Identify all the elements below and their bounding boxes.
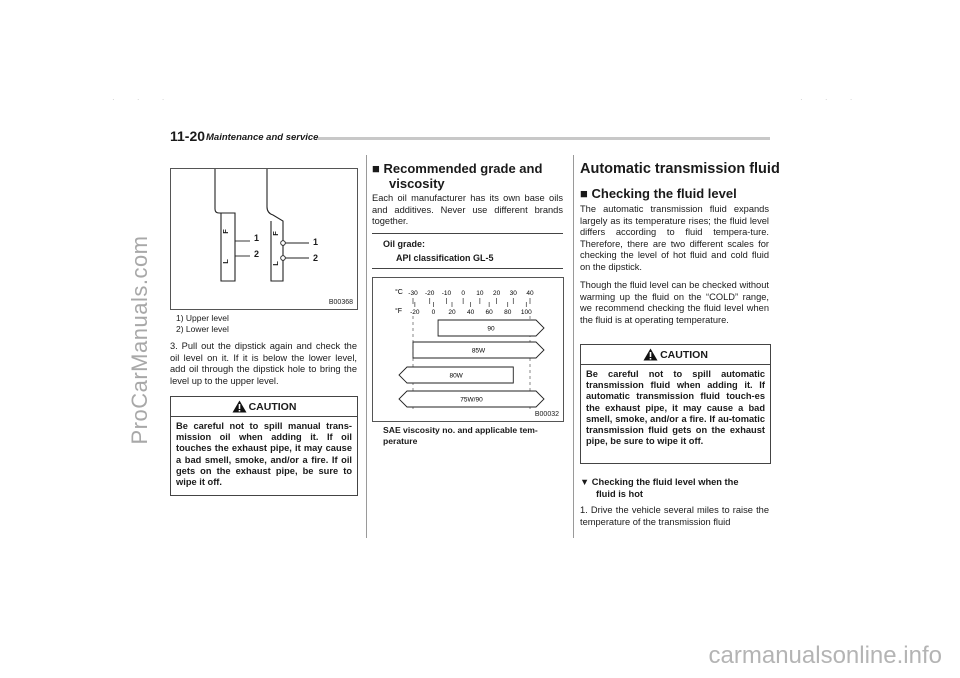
- celsius-tick-label: 0: [461, 290, 465, 297]
- atf-paragraph-1: The automatic transmission fluid expands largely as its temperature rises; the fluid level differs according to fluid tempera-ture. Therefore, there are two different scales for checking the level of hot fluid and cold fluid on the dipstick.: [580, 204, 769, 272]
- page-number: 11-20: [170, 128, 206, 144]
- chart-caption: SAE viscosity no. and applicable tem-perature: [383, 425, 538, 446]
- legend-item-lower: 2) Lower level: [176, 324, 229, 334]
- celsius-tick-label: 30: [509, 290, 517, 297]
- celsius-unit-label: °C: [395, 289, 403, 296]
- left-callout-2: 2: [254, 249, 260, 259]
- column-divider-1: [366, 155, 367, 538]
- celsius-tick-label: -30: [408, 290, 418, 297]
- fahrenheit-tick-label: 100: [520, 309, 532, 316]
- step-3-text: 3. Pull out the dipstick again and check the oil level on it. If it is below the lower level, add oil through the dipstick hole to bring the level up to the upper level.: [170, 341, 357, 386]
- viscosity-band-label: 85W: [471, 347, 486, 355]
- right-callout-2: 2: [313, 253, 319, 263]
- fahrenheit-tick-label: 20: [448, 309, 456, 316]
- heading-square-icon: ■: [372, 161, 380, 176]
- caution-header: [171, 397, 357, 417]
- corner-dots-left: · · ·: [112, 95, 175, 104]
- viscosity-band-label: 75W/90: [460, 396, 483, 404]
- oil-grade-label: Oil grade:: [383, 239, 426, 249]
- warning-triangle-icon: [232, 400, 247, 413]
- checking-heading: ■ Checking the fluid level: [580, 186, 737, 201]
- chart-code: B00032: [534, 411, 559, 418]
- viscosity-band-label: 90: [487, 325, 495, 333]
- celsius-tick-label: 20: [492, 290, 501, 297]
- caution-box-atf: [580, 344, 771, 464]
- fahrenheit-tick-label: 80: [504, 309, 512, 316]
- header-rule: [318, 137, 770, 140]
- grade-intro: Each oil manufacturer has its own base oils and additives. Never use different brands together.: [372, 193, 563, 227]
- viscosity-chart-svg: [373, 278, 563, 421]
- caution-title: CAUTION: [248, 400, 297, 413]
- oil-grade-bottom-rule: [372, 268, 563, 269]
- right-gauge-f-label: F: [270, 231, 280, 236]
- fahrenheit-tick-label: 60: [485, 309, 493, 316]
- celsius-tick-label: -20: [425, 290, 435, 297]
- right-gauge-l-label: L: [270, 261, 280, 266]
- fahrenheit-unit-label: °F: [395, 308, 403, 315]
- heading-square-icon: ■: [580, 186, 588, 201]
- hot-fluid-heading: ▼ Checking the fluid level when the fluid is hot: [580, 477, 739, 499]
- celsius-tick-label: -10: [441, 290, 452, 297]
- section-title: Maintenance and service: [206, 132, 319, 143]
- viscosity-band-label: 80W: [449, 372, 463, 380]
- warning-triangle-icon: [643, 348, 658, 361]
- viscosity-chart: [372, 277, 564, 422]
- legend-item-upper: 1) Upper level: [176, 313, 229, 323]
- caution-header: [581, 345, 770, 365]
- caution-box-manual: [170, 396, 358, 496]
- fahrenheit-tick-label: 0: [431, 309, 436, 316]
- atf-paragraph-2: Though the fluid level can be checked without warming up the fluid on the “COLD” range, we recommend checking the fluid level when the fluid is at operating temperature.: [580, 280, 769, 325]
- left-callout-1: 1: [254, 233, 260, 243]
- side-watermark: ProCarManuals.com: [127, 235, 152, 445]
- caution-title: CAUTION: [660, 348, 708, 361]
- dipstick-diagram: [171, 169, 357, 309]
- grade-heading: ■ Recommended grade and viscosity: [372, 161, 543, 191]
- figure-legend: [176, 313, 229, 335]
- bottom-watermark: carmanualsonline.info: [708, 642, 942, 669]
- left-gauge-f-label: F: [220, 229, 230, 234]
- dipstick-figure: [170, 168, 358, 310]
- oil-grade-top-rule: [372, 233, 563, 234]
- left-gauge-l-label: L: [220, 259, 230, 264]
- right-callout-1: 1: [313, 237, 319, 247]
- celsius-tick-label: 10: [476, 290, 484, 297]
- caution-text: Be careful not to spill manual trans-mission oil when adding it. If oil touches the exhaust pipe, it may cause a bad smell, smoke, and/or a fire. If oil gets on the exhaust pipe, be sure to wipe it off.: [176, 421, 352, 488]
- figure-code: B00368: [328, 299, 353, 306]
- hot-step-1: 1. Drive the vehicle several miles to raise the temperature of the transmission fluid: [580, 505, 769, 527]
- celsius-tick-label: 40: [526, 290, 534, 297]
- fahrenheit-tick-label: 40: [466, 309, 475, 316]
- oil-grade-value: API classification GL-5: [396, 253, 494, 263]
- corner-dots-right: · · ·: [800, 95, 863, 104]
- fahrenheit-tick-label: -20: [410, 309, 420, 316]
- atf-heading: Automatic transmission fluid: [580, 161, 780, 177]
- column-divider-2: [573, 155, 574, 538]
- caution-text: Be careful not to spill automatic transmission fluid when adding it. If automatic transmission fluid touch-es the exhaust pipe, it may cause a bad smell, smoke, and/or a fire. If au-tomatic transmission fluid gets on the exhaust pipe, be sure to wipe it off.: [586, 369, 765, 447]
- triangle-down-icon: ▼: [580, 477, 590, 487]
